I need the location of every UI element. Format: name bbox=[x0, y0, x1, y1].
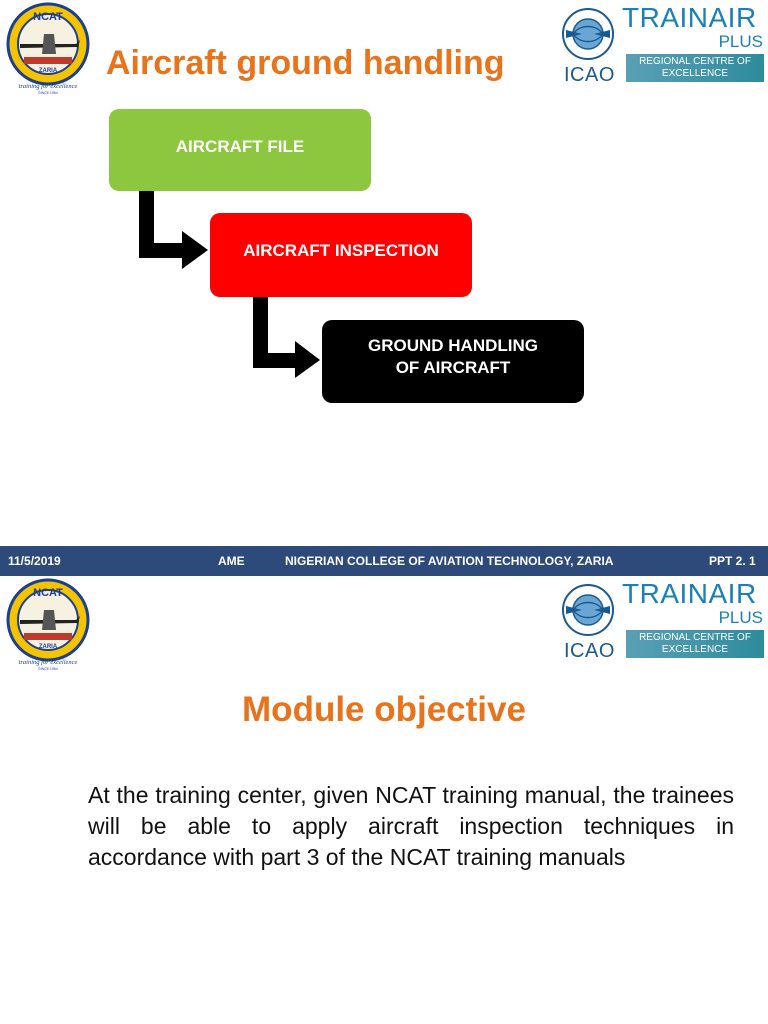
footer-date: 11/5/2019 bbox=[8, 554, 61, 568]
rce-badge bbox=[626, 630, 764, 658]
ncat-logo-bottom: ZARIA bbox=[38, 644, 58, 650]
objective-text: At the training center, given NCAT training manual, the trainees will be able to apply aircraft inspection techniques in accordance with part 3 of the NCAT training manuals bbox=[88, 782, 734, 870]
ncat-logo-top: NCAT bbox=[33, 587, 63, 599]
footer-college: NIGERIAN COLLEGE OF AVIATION TECHNOLOGY, ZARIA bbox=[285, 554, 614, 568]
ncat-logo-bottom: ZARIA bbox=[38, 68, 58, 74]
ncat-logo-top: NCAT bbox=[33, 11, 63, 23]
ncat-motto: training for excellence bbox=[18, 659, 78, 666]
slide-title: Aircraft ground handling bbox=[106, 44, 505, 82]
flow-arrow-2-icon bbox=[253, 297, 320, 378]
footer-dept: AME bbox=[218, 554, 245, 568]
plus-label: PLUS bbox=[718, 608, 763, 627]
ncat-since: SINCE 1964 bbox=[38, 667, 58, 671]
slide-title: Module objective bbox=[242, 690, 526, 729]
ncat-logo bbox=[4, 576, 92, 672]
slide-module-objective bbox=[0, 576, 768, 1024]
footer-slide-number: PPT 2. 1 bbox=[709, 554, 756, 568]
icao-trainair-logo bbox=[560, 578, 765, 664]
flow-step-label-line1: GROUND HANDLING bbox=[368, 336, 538, 355]
icao-emblem-icon bbox=[560, 582, 616, 638]
ncat-since: SINCE 1964 bbox=[38, 91, 58, 95]
rce-line1: REGIONAL CENTRE OF bbox=[639, 56, 751, 67]
rce-line1: REGIONAL CENTRE OF bbox=[639, 632, 751, 643]
flow-step-label: AIRCRAFT FILE bbox=[175, 137, 305, 156]
icao-label: ICAO bbox=[564, 640, 615, 662]
rce-line2: EXCELLENCE bbox=[661, 644, 729, 655]
slide-footer bbox=[0, 546, 768, 576]
plus-label: PLUS bbox=[718, 32, 763, 51]
flow-arrow-1-icon bbox=[139, 191, 208, 269]
icao-label: ICAO bbox=[564, 64, 615, 86]
flow-step-label-line2: OF AIRCRAFT bbox=[395, 358, 511, 377]
ncat-motto: training for excellence bbox=[18, 83, 78, 90]
trainair-label: TRAINAIR bbox=[622, 578, 757, 609]
trainair-label: TRAINAIR bbox=[622, 2, 757, 33]
rce-line2: EXCELLENCE bbox=[661, 68, 729, 79]
flow-step-label: AIRCRAFT INSPECTION bbox=[243, 241, 439, 260]
